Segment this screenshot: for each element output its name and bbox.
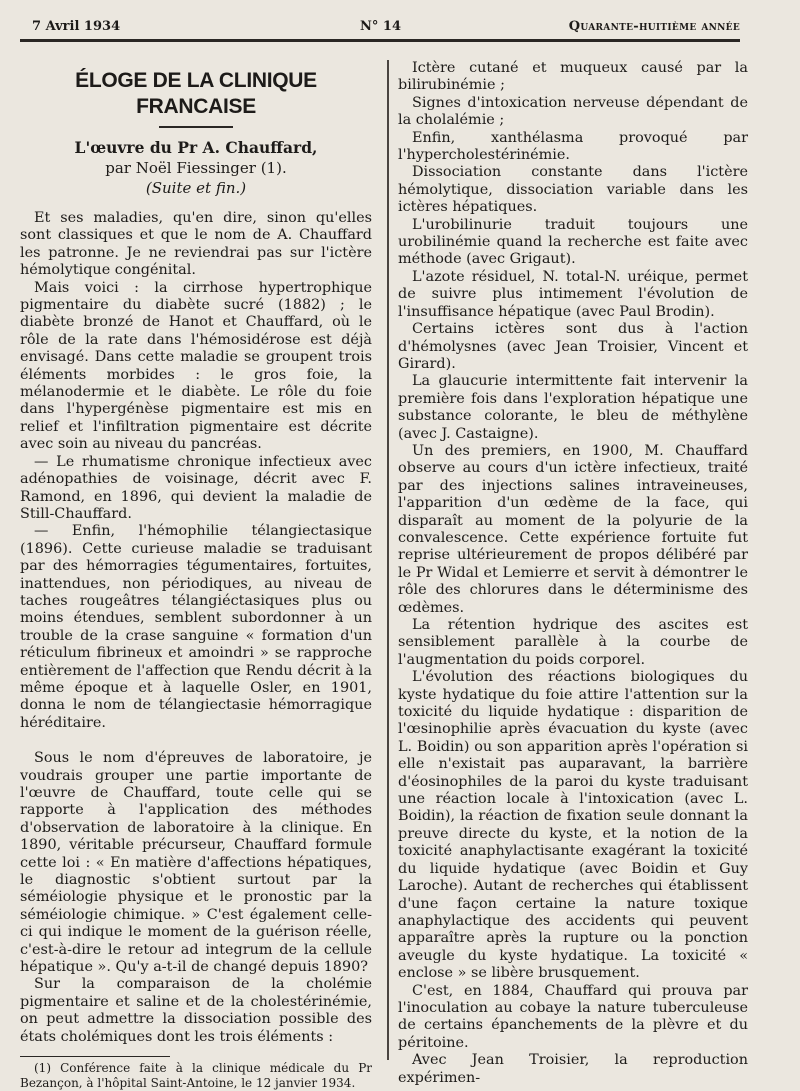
paragraph: L'azote résiduel, N. total-N. uréique, permet de suivre plus intimement l'évolution de l'insuffisance hépatique (avec Paul Brodin).	[398, 268, 748, 320]
paragraph: Enfin, xanthélasma provoqué par l'hypercholestérinémie.	[398, 129, 748, 164]
page-header	[20, 19, 740, 41]
paragraph: La rétention hydrique des ascites est sensiblement parallèle à la courbe de l'augmentation du poids corporel.	[398, 617, 748, 668]
article-subtitle: L'œuvre du Pr A. Chauffard,	[74, 138, 318, 157]
paragraph: Certains ictères sont dus à l'action d'hémolysnes (avec Jean Troisier, Vincent et Girard).	[398, 321, 748, 372]
paragraph: Sur la comparaison de la cholémie pigmentaire et saline et de la cholestérinémie, on peut admettre la dissociation possible des états cholémiques dont les trois éléments :	[20, 976, 372, 1045]
issue-number: N° 14	[360, 19, 401, 34]
left-column	[20, 60, 372, 1091]
paragraph: La glaucurie intermittente fait intervenir la première fois dans l'exploration hépatique une substance colorante, le bleu de méthylène (avec J. Castaigne).	[398, 373, 748, 442]
article-title: ÉLOGE DE LA CLINIQUE FRANCAISE	[75, 69, 317, 118]
article-author: par Noël Fiessinger (1).	[105, 159, 287, 177]
paragraph: Dissociation constante dans l'ictère hémolytique, dissociation variable dans les ictères hépatiques.	[398, 164, 748, 216]
column-divider	[387, 60, 389, 1060]
paragraph: Et ses maladies, qu'en dire, sinon qu'elles sont classiques et que le nom de A. Chauffard les patronne. Je ne reviendrai pas sur l'ictère hémolytique congénital.	[20, 210, 372, 279]
right-column	[398, 60, 748, 1087]
paragraph: Avec Jean Troisier, la reproduction expérimen-	[398, 1052, 748, 1086]
footnote: (1) Conférence faite à la clinique médicale du Pr Bezançon, à l'hôpital Saint-Antoine, le 12 janvier 1934.	[20, 1061, 372, 1091]
paragraph: L'urobilinurie traduit toujours une urobilinémie quand la recherche est faite avec méthode (avec Grigaut).	[398, 216, 748, 268]
footnote-rule	[20, 1056, 170, 1057]
header-rule	[20, 39, 740, 42]
paragraph: Ictère cutané et muqueux causé par la bilirubinémie ;	[398, 60, 748, 94]
paragraph: — Le rhumatisme chronique infectieux avec adénopathies de voisinage, décrit avec F. Ramond, en 1896, qui devient la maladie de Still-Chauffard.	[20, 453, 372, 522]
paragraph: C'est, en 1884, Chauffard qui prouva par l'inoculation au cobaye la nature tuberculeuse de certains épanchements de la plèvre et du péritoine.	[398, 982, 748, 1051]
continuation-note: (Suite et fin.)	[145, 179, 247, 197]
paragraph: — Enfin, l'hémophilie télangiectasique (1896). Cette curieuse maladie se traduisant par des hémorragies tégumentaires, fortuites, inattendues, non périodiques, au niveau de taches rougeâtres télangiéctasiques plus ou moins étendues, semblent subordonner à un trouble de la crase sanguine « formation d'un réticulum fibrineux et amoindri » se rapproche entièrement de l'affection que Rendu décrit à la même époque et à laquelle Osler, en 1901, donna le nom de télangiectasie hémorragique héréditaire.	[20, 523, 372, 731]
section-gap	[20, 732, 372, 750]
paragraph: Signes d'intoxication nerveuse dépendant de la cholalémie ;	[398, 94, 748, 129]
paragraph: Un des premiers, en 1900, M. Chauffard observe au cours d'un ictère infectieux, traité par des injections salines intraveineuses, l'apparition d'un œdème de la face, qui disparaît au moment de la polyurie de la convalescence. Cette expérience fortuite fut reprise ultérieurement de propos délibéré par le Pr Widal et Lemierre et servit à démontrer le rôle des chlorures dans le déterminisme des œdèmes.	[398, 442, 748, 616]
issue-date: 7 Avril 1934	[32, 19, 121, 34]
publication-year: Quarante-huitième année	[568, 19, 740, 34]
paragraph: Sous le nom d'épreuves de laboratoire, je voudrais grouper une partie importante de l'œuvre de Chauffard, toute celle qui se rapporte à l'application des méthodes d'observation de laboratoire à la clinique. En 1890, véritable précurseur, Chauffard formule cette loi : « En matière d'affections hépatiques, le diagnostic s'obtient surtout par la séméiologie physique et le pronostic par la séméiologie chimique. » C'est également celle-ci qui indique le moment de la guérison réelle, c'est-à-dire le retour ad integrum de la cellule hépatique ». Qu'y a-t-il de changé depuis 1890?	[20, 750, 372, 976]
paragraph: L'évolution des réactions biologiques du kyste hydatique du foie attire l'attention sur la toxicité du liquide hydatique : disparition de l'œsinophilie après évacuation du kyste (avec L. Boidin) ou son apparition après l'opération si elle n'existait pas auparavant, la barrière d'éosinophiles de la paroi du kyste traduisant une réaction locale à l'intoxication (avec L. Boidin), la réaction de fixation seule donnant la preuve directe du kyste, et la notion de la toxicité anaphylactisante exagérant la toxicité du liquide hydatique (avec Boidin et Guy Laroche). Autant de recherches qui établissent d'une façon certaine la nature toxique anaphylactique des accidents qui peuvent apparaître après la rupture ou la ponction aveugle du kyste hydatique. La toxicité « enclose » se libère brusquement.	[398, 669, 748, 982]
title-rule	[159, 126, 233, 128]
paragraph: Mais voici : la cirrhose hypertrophique pigmentaire du diabète sucré (1882) ; le diabète bronzé de Hanot et Chauffard, où le rôle de la rate dans l'hémosidérose est déjà envisagé. Dans cette maladie se groupent trois éléments morbides : le gros foie, la mélanodermie et le diabète. Le rôle du foie dans l'hypergénèse pigmentaire est mis en relief et l'infiltration pigmentaire est décrite avec soin au niveau du pancréas.	[20, 279, 372, 453]
